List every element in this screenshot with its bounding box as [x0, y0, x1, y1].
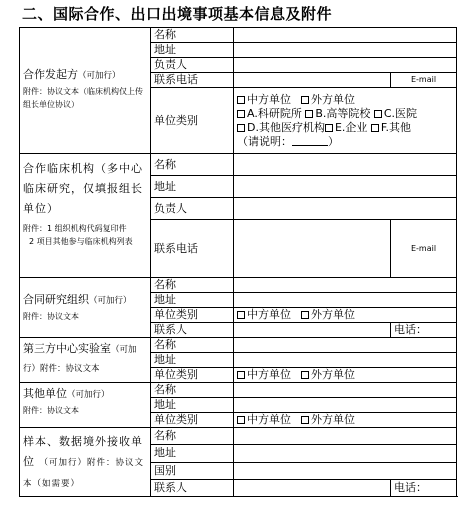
sponsor-address-input[interactable] [234, 43, 457, 58]
receiver-title: 样本、数据境外接收单位 [23, 435, 143, 468]
field-label-responsible: 负责人 [151, 58, 234, 73]
lab-optional: （可加行） [23, 345, 137, 374]
field-label-address: 地址 [151, 398, 234, 413]
field-label-contact-phone: 联系电话 [151, 220, 234, 278]
clinical-title: 合作临床机构（多中心临床研究，仅填报组长单位） [23, 162, 143, 215]
field-label-name: 名称 [151, 428, 234, 445]
lab-label-cell [20, 338, 151, 383]
clinical-address-input[interactable] [234, 176, 457, 198]
field-label-unit-type: 单位类别 [151, 88, 234, 154]
lab-title: 第三方中心实验室 [23, 342, 111, 355]
checkbox-hospital[interactable] [374, 110, 382, 118]
other-note-blank[interactable] [292, 135, 328, 146]
clinical-note-2: 2 项目其他参与临床机构列表 [29, 237, 133, 246]
option-research-label: A.科研院所 [247, 106, 302, 120]
field-label-unit-type: 单位类别 [151, 308, 234, 323]
receiver-note: 附件：协议文本（如需要） [23, 458, 145, 489]
field-label-unit-type: 单位类别 [151, 413, 234, 428]
checkbox-domestic[interactable] [237, 311, 245, 319]
receiver-name-input[interactable] [234, 428, 457, 445]
clinical-responsible-input[interactable] [234, 198, 457, 220]
field-label-address: 地址 [151, 445, 234, 462]
field-label-country: 国别 [151, 462, 234, 479]
field-label-address: 地址 [151, 353, 234, 368]
option-university-label: B.高等院校 [315, 106, 371, 120]
cro-optional: （可加行） [89, 296, 132, 306]
sponsor-responsible-input[interactable] [234, 58, 457, 73]
sponsor-optional: （可加行） [78, 71, 121, 81]
receiver-label-cell [20, 428, 151, 497]
checkbox-other[interactable] [371, 124, 379, 132]
sponsor-name-input[interactable] [234, 28, 457, 43]
page-heading: 二、国际合作、出口出境事项基本信息及附件 [22, 5, 333, 23]
other-unit-type-options [234, 413, 457, 428]
field-label-email: E-mail [391, 73, 457, 88]
sponsor-label-cell [20, 28, 151, 154]
field-label-contact-person: 联系人 [151, 323, 234, 338]
sponsor-unit-type-options [234, 88, 457, 154]
checkbox-research[interactable] [237, 110, 245, 118]
cro-address-input[interactable] [234, 293, 457, 308]
cro-phone-cell[interactable] [391, 323, 457, 338]
clinical-name-input[interactable] [234, 154, 457, 176]
receiver-optional: （可加行） [39, 458, 88, 468]
field-label-name: 名称 [151, 278, 234, 293]
receiver-address-input[interactable] [234, 445, 457, 462]
field-label-name: 名称 [151, 154, 234, 176]
field-label-phone: 电话： [394, 323, 427, 336]
field-label-address: 地址 [151, 176, 234, 198]
other-unit-label-cell [20, 383, 151, 428]
option-foreign-label: 外方单位 [311, 368, 355, 381]
sponsor-title: 合作发起方 [23, 68, 78, 81]
lab-note: 附件：协议文本 [40, 364, 100, 374]
option-enterprise-label: E.企业 [334, 120, 368, 134]
checkbox-foreign[interactable] [301, 96, 309, 104]
option-domestic-label: 中方单位 [247, 92, 291, 106]
field-label-address: 地址 [151, 43, 234, 58]
checkbox-domestic[interactable] [237, 371, 245, 379]
receiver-contact-input[interactable] [234, 479, 391, 496]
field-label-name: 名称 [151, 338, 234, 353]
other-note-close: ） [328, 134, 339, 148]
checkbox-domestic[interactable] [237, 416, 245, 424]
checkbox-domestic[interactable] [237, 96, 245, 104]
option-other-label: F.其他 [380, 120, 411, 134]
checkbox-foreign[interactable] [301, 311, 309, 319]
option-domestic-label: 中方单位 [247, 413, 291, 426]
checkbox-foreign[interactable] [301, 371, 309, 379]
other-unit-optional: （可加行） [67, 390, 110, 400]
clinical-label-cell [20, 154, 151, 278]
other-unit-address-input[interactable] [234, 398, 457, 413]
receiver-phone-cell[interactable] [391, 479, 457, 496]
field-label-contact-person: 联系人 [151, 479, 234, 496]
field-label-unit-type: 单位类别 [151, 368, 234, 383]
other-note-open: （请说明： [237, 134, 292, 148]
info-table [19, 27, 457, 497]
field-label-phone: 电话： [394, 480, 427, 494]
clinical-phone-input[interactable] [234, 220, 391, 278]
sponsor-note: 附件：协议文本（临床机构仅上传组长单位协议） [23, 87, 143, 109]
cro-label-cell [20, 278, 151, 338]
other-unit-name-input[interactable] [234, 383, 457, 398]
clinical-note-1: 附件：1 组织机构代码复印件 [23, 224, 127, 233]
checkbox-foreign[interactable] [301, 416, 309, 424]
field-label-name: 名称 [151, 383, 234, 398]
checkbox-university[interactable] [305, 110, 313, 118]
option-domestic-label: 中方单位 [247, 368, 291, 381]
option-hospital-label: C.医院 [383, 106, 418, 120]
other-unit-title: 其他单位 [23, 387, 67, 400]
cro-note: 附件：协议文本 [23, 312, 79, 321]
option-foreign-label: 外方单位 [311, 92, 355, 106]
field-label-name: 名称 [151, 28, 234, 43]
sponsor-phone-input[interactable] [234, 73, 391, 88]
lab-address-input[interactable] [234, 353, 457, 368]
option-domestic-label: 中方单位 [247, 308, 291, 321]
field-label-address: 地址 [151, 293, 234, 308]
field-label-responsible: 负责人 [151, 198, 234, 220]
field-label-email: E-mail [391, 220, 457, 278]
option-foreign-label: 外方单位 [311, 413, 355, 426]
checkbox-medical-other[interactable] [237, 124, 245, 132]
cro-title: 合同研究组织 [23, 293, 89, 306]
lab-unit-type-options [234, 368, 457, 383]
option-medical-other-label: D.其他医疗机构 [247, 120, 325, 134]
cro-unit-type-options [234, 308, 457, 323]
checkbox-enterprise[interactable] [325, 124, 333, 132]
option-foreign-label: 外方单位 [311, 308, 355, 321]
cro-name-input[interactable] [234, 278, 457, 293]
other-unit-note: 附件：协议文本 [23, 406, 79, 415]
cro-contact-input[interactable] [234, 323, 391, 338]
field-label-contact-phone: 联系电话 [151, 73, 234, 88]
lab-name-input[interactable] [234, 338, 457, 353]
receiver-country-input[interactable] [234, 462, 457, 479]
